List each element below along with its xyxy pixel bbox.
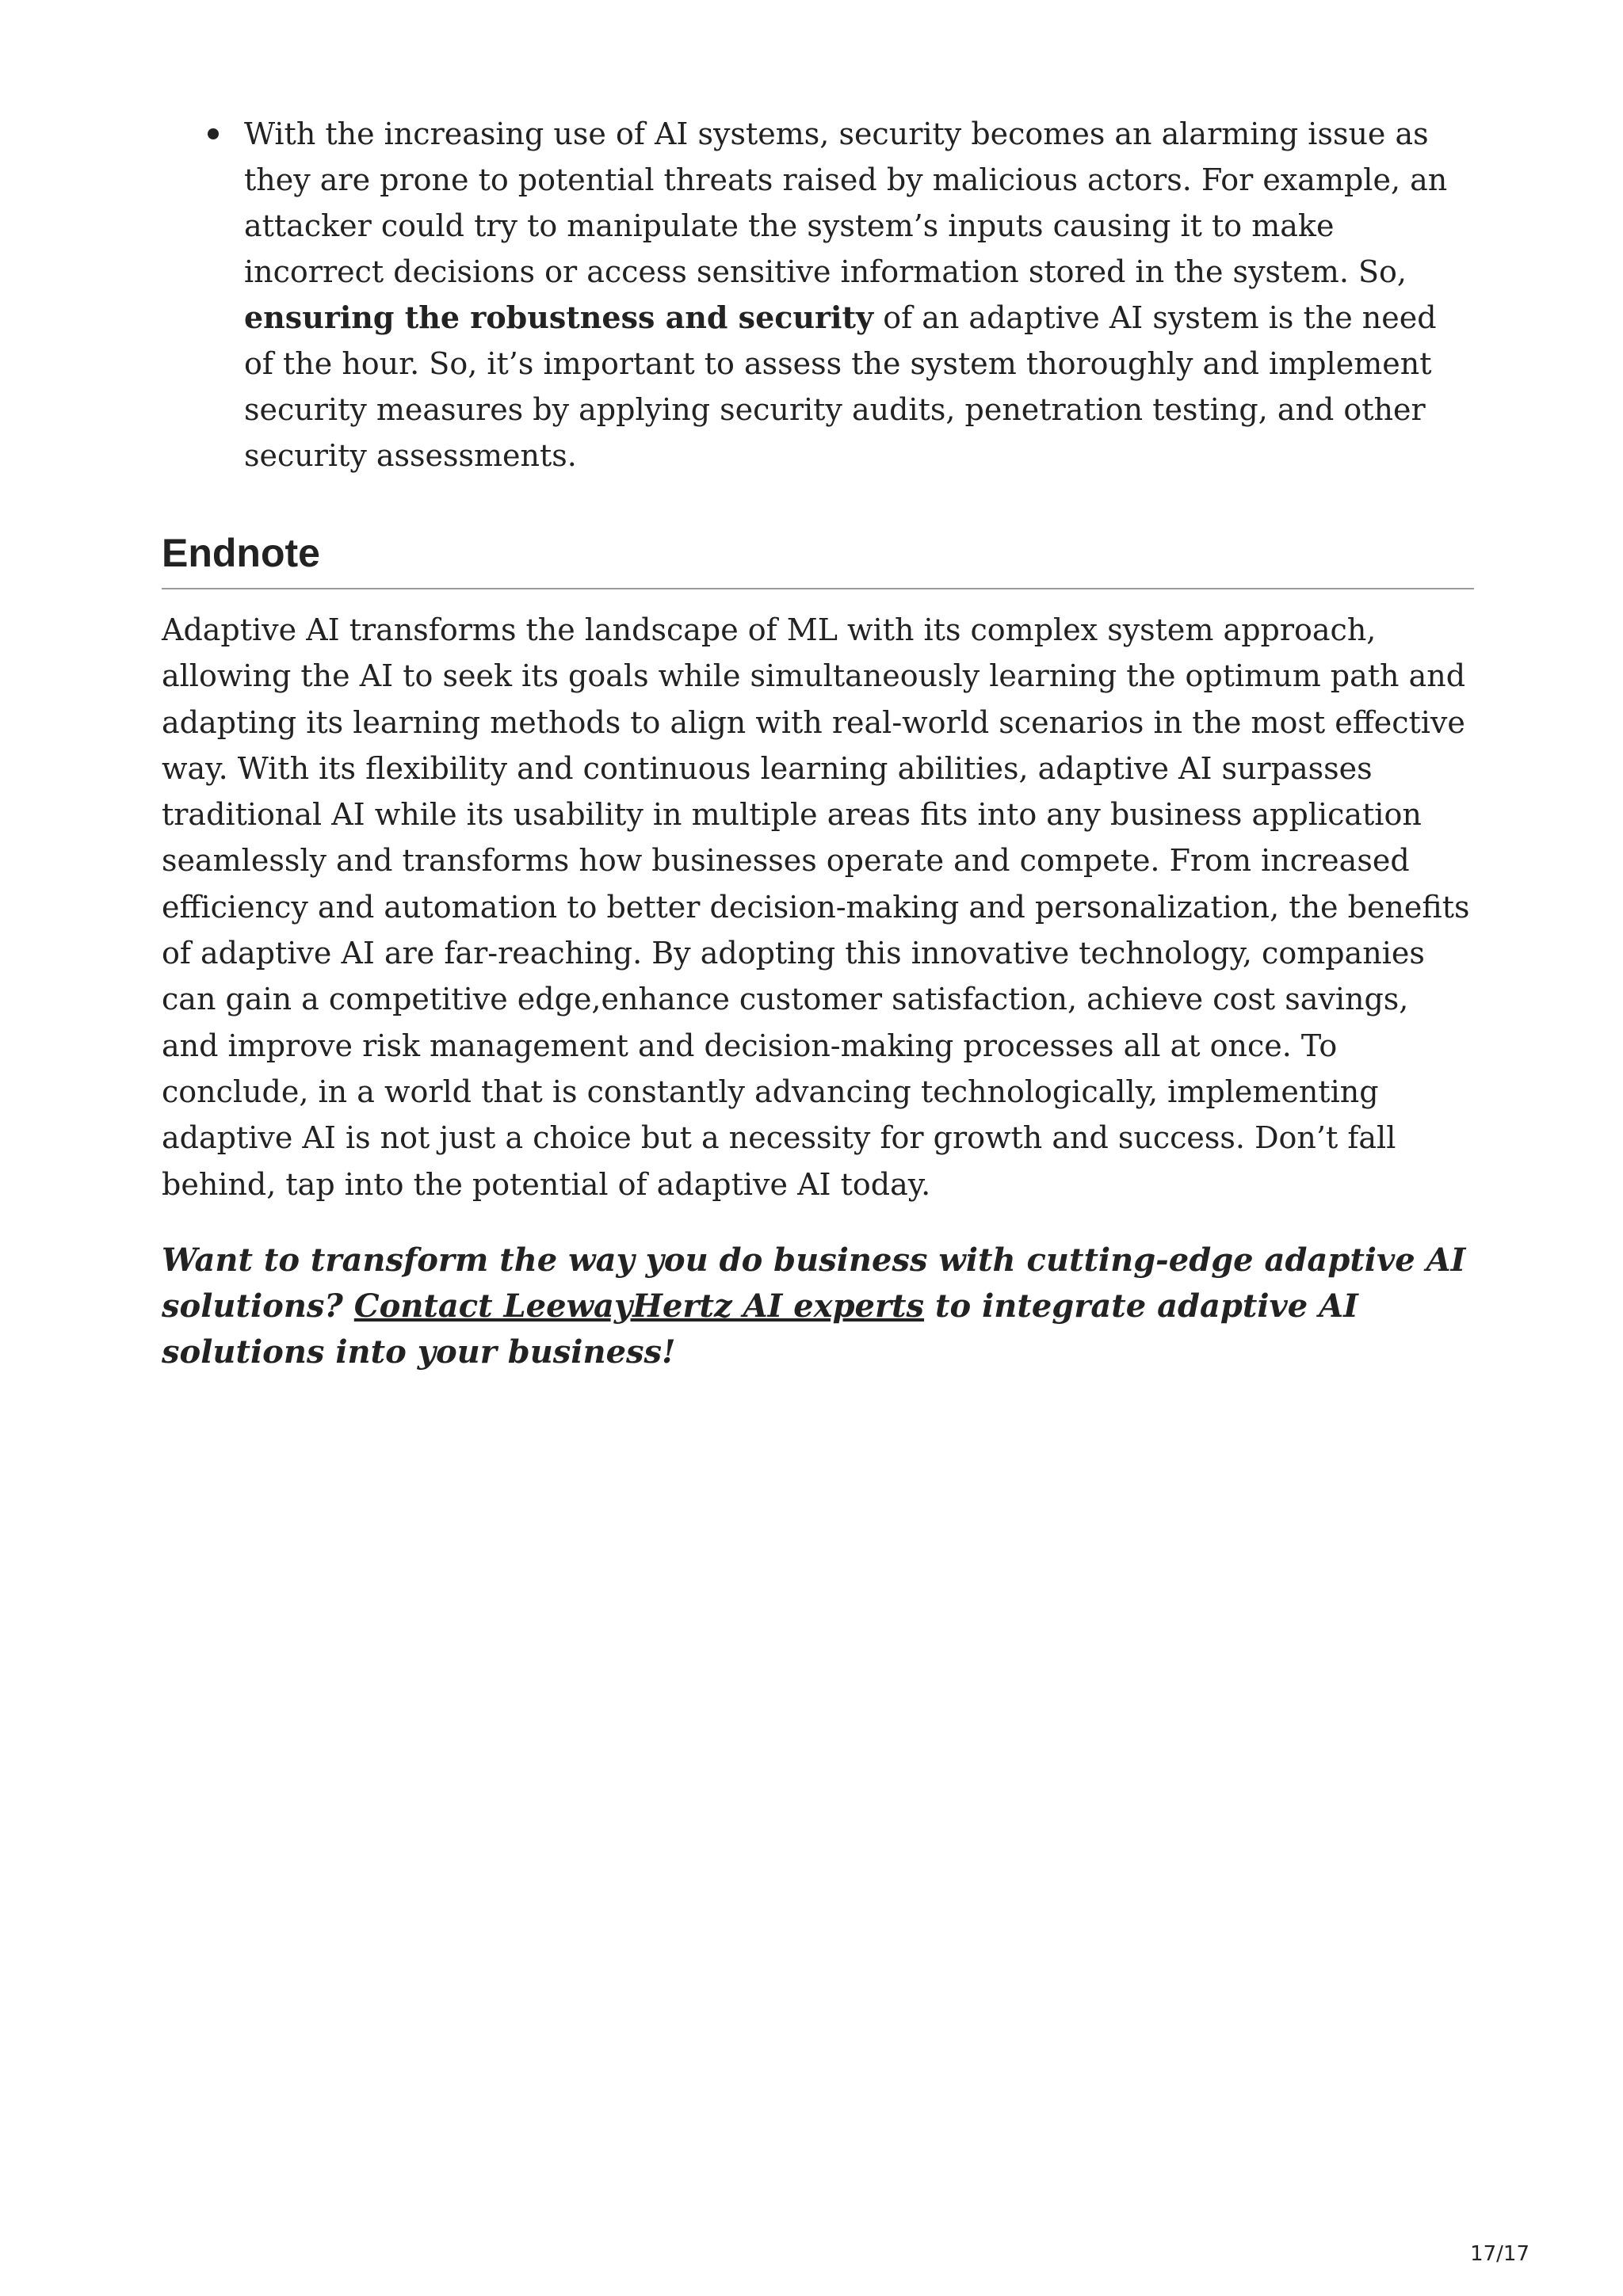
endnote-heading: Endnote [162,528,1474,589]
contact-experts-link[interactable]: Contact LeewayHertz AI experts [353,1287,925,1325]
bullet-list [162,111,1474,479]
bullet-dot-icon [208,128,219,139]
page-number: 17/17 [1470,2242,1529,2266]
bullet-bold-text: ensuring the robustness and security [244,299,874,335]
endnote-paragraph: Adaptive AI transforms the landscape of ML with its complex system approach, allowing the AI to seek its goals while simultaneously learning the optimum path and adapting its learning methods to align with real-world scenarios in the most effective way. With its flexibility and continuous learning abilities, adaptive AI surpasses traditional AI while its usability in multiple areas fits into any business application seamlessly and transforms how businesses operate and compete. From increased efficiency and automation to better decision-making and personalization, the benefits of adaptive AI are far-reaching. By adopting this innovative technology, companies can gain a competitive edge,enhance customer satisfaction, achieve cost savings, and improve risk management and decision-making processes all at once. To conclude, in a world that is constantly advancing technologically, implementing adaptive AI is not just a choice but a necessity for growth and success. Don’t fall behind, tap into the potential of adaptive AI today. [162,612,1470,1202]
document-page [162,111,1474,1375]
cta-text-after: to integrate adaptive AI solutions into your business! [162,1287,1358,1371]
cta-text-before: Want to transform the way you do business with cutting-edge adaptive AI solutions? [162,1241,1466,1325]
bullet-text-after: of an adaptive AI system is the need of the hour. So, it’s important to assess the system thoroughly and implement security measures by applying security audits, penetration testing, and other security assessments. [244,300,1437,473]
call-to-action [162,1238,1474,1375]
bullet-text-before: With the increasing use of AI systems, security becomes an alarming issue as they are prone to potential threats raised by malicious actors. For example, an attacker could try to manipulate the system’s inputs causing it to make incorrect decisions or access sensitive information stored in the system. So, [244,116,1448,289]
list-item [244,111,1474,479]
